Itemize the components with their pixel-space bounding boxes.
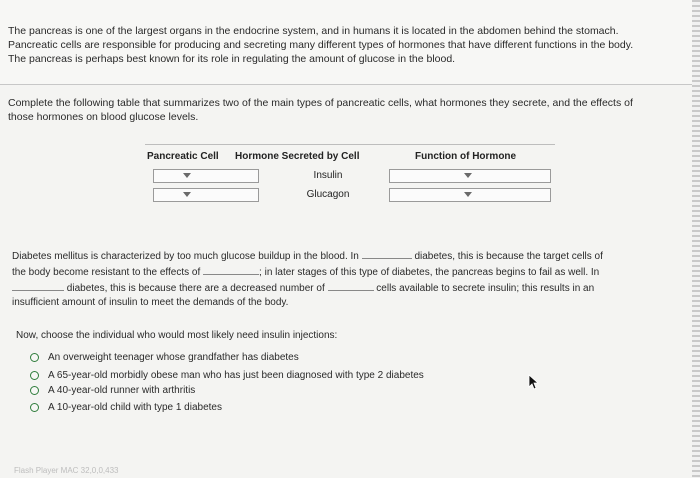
chevron-down-icon <box>464 192 472 197</box>
page-edge <box>692 0 700 478</box>
mouse-cursor-icon <box>528 374 540 390</box>
header-hormone: Hormone Secreted by Cell <box>235 151 360 162</box>
blank-1[interactable] <box>362 248 412 259</box>
para-line-3b: cells available to secrete insulin; this results in an <box>376 283 595 294</box>
hormone-insulin: Insulin <box>313 170 343 181</box>
para-line-3a: diabetes, this is because there are a decreased number of <box>66 283 325 294</box>
para-line-2b: ; in later stages of this type of diabetes, the pancreas begins to fail as well. In <box>259 267 600 278</box>
chevron-down-icon <box>183 192 191 197</box>
radio-button[interactable] <box>30 371 39 380</box>
para-line-1b: diabetes, this is because the target cells of <box>414 251 603 262</box>
cell-table <box>145 144 555 207</box>
intro-line-3: The pancreas is perhaps best known for its role in regulating the amount of glucose in the blood. <box>8 53 456 65</box>
radio-button[interactable] <box>30 353 39 362</box>
radio-button[interactable] <box>30 403 39 412</box>
para-line-4: insufficient amount of insulin to meet the demands of the body. <box>12 297 289 308</box>
diabetes-paragraph <box>12 248 684 310</box>
chevron-down-icon <box>464 173 472 178</box>
header-pancreatic-cell: Pancreatic Cell <box>147 151 219 162</box>
cell-dropdown-2[interactable] <box>153 188 259 202</box>
option-label: A 65-year-old morbidly obese man who has just been diagnosed with type 2 diabetes <box>48 370 424 381</box>
intro-line-2: Pancreatic cells are responsible for producing and secreting many different types of hormones that have different functions in the body. <box>8 39 634 51</box>
option-label: An overweight teenager whose grandfather has diabetes <box>48 352 299 363</box>
para-line-1a: Diabetes mellitus is characterized by too much glucose buildup in the blood. In <box>12 251 359 262</box>
blank-4[interactable] <box>328 280 374 291</box>
chevron-down-icon <box>183 173 191 178</box>
intro-line-1: The pancreas is one of the largest organs in the endocrine system, and in humans it is located in the abdomen behind the stomach. <box>8 25 619 37</box>
hormone-glucagon: Glucagon <box>306 189 350 200</box>
instruction-line-1: Complete the following table that summarizes two of the main types of pancreatic cells, what hormones they secrete, and the effects of <box>8 97 633 109</box>
radio-button[interactable] <box>30 386 39 395</box>
blank-3[interactable] <box>12 280 64 291</box>
blank-2[interactable] <box>203 264 259 275</box>
option-label: A 10-year-old child with type 1 diabetes <box>48 402 222 413</box>
option-label: A 40-year-old runner with arthritis <box>48 385 196 396</box>
instruction-line-2: those hormones on blood glucose levels. <box>8 111 199 123</box>
function-dropdown-1[interactable] <box>389 169 551 183</box>
header-function: Function of Hormone <box>415 151 517 162</box>
para-line-2a: the body become resistant to the effects of <box>12 267 201 278</box>
question-text: Now, choose the individual who would most likely need insulin injections: <box>16 330 338 341</box>
function-dropdown-2[interactable] <box>389 188 551 202</box>
instruction-text <box>8 96 688 124</box>
footer-version: Flash Player MAC 32,0,0,433 <box>14 466 119 475</box>
intro-text <box>8 24 688 66</box>
cell-dropdown-1[interactable] <box>153 169 259 183</box>
